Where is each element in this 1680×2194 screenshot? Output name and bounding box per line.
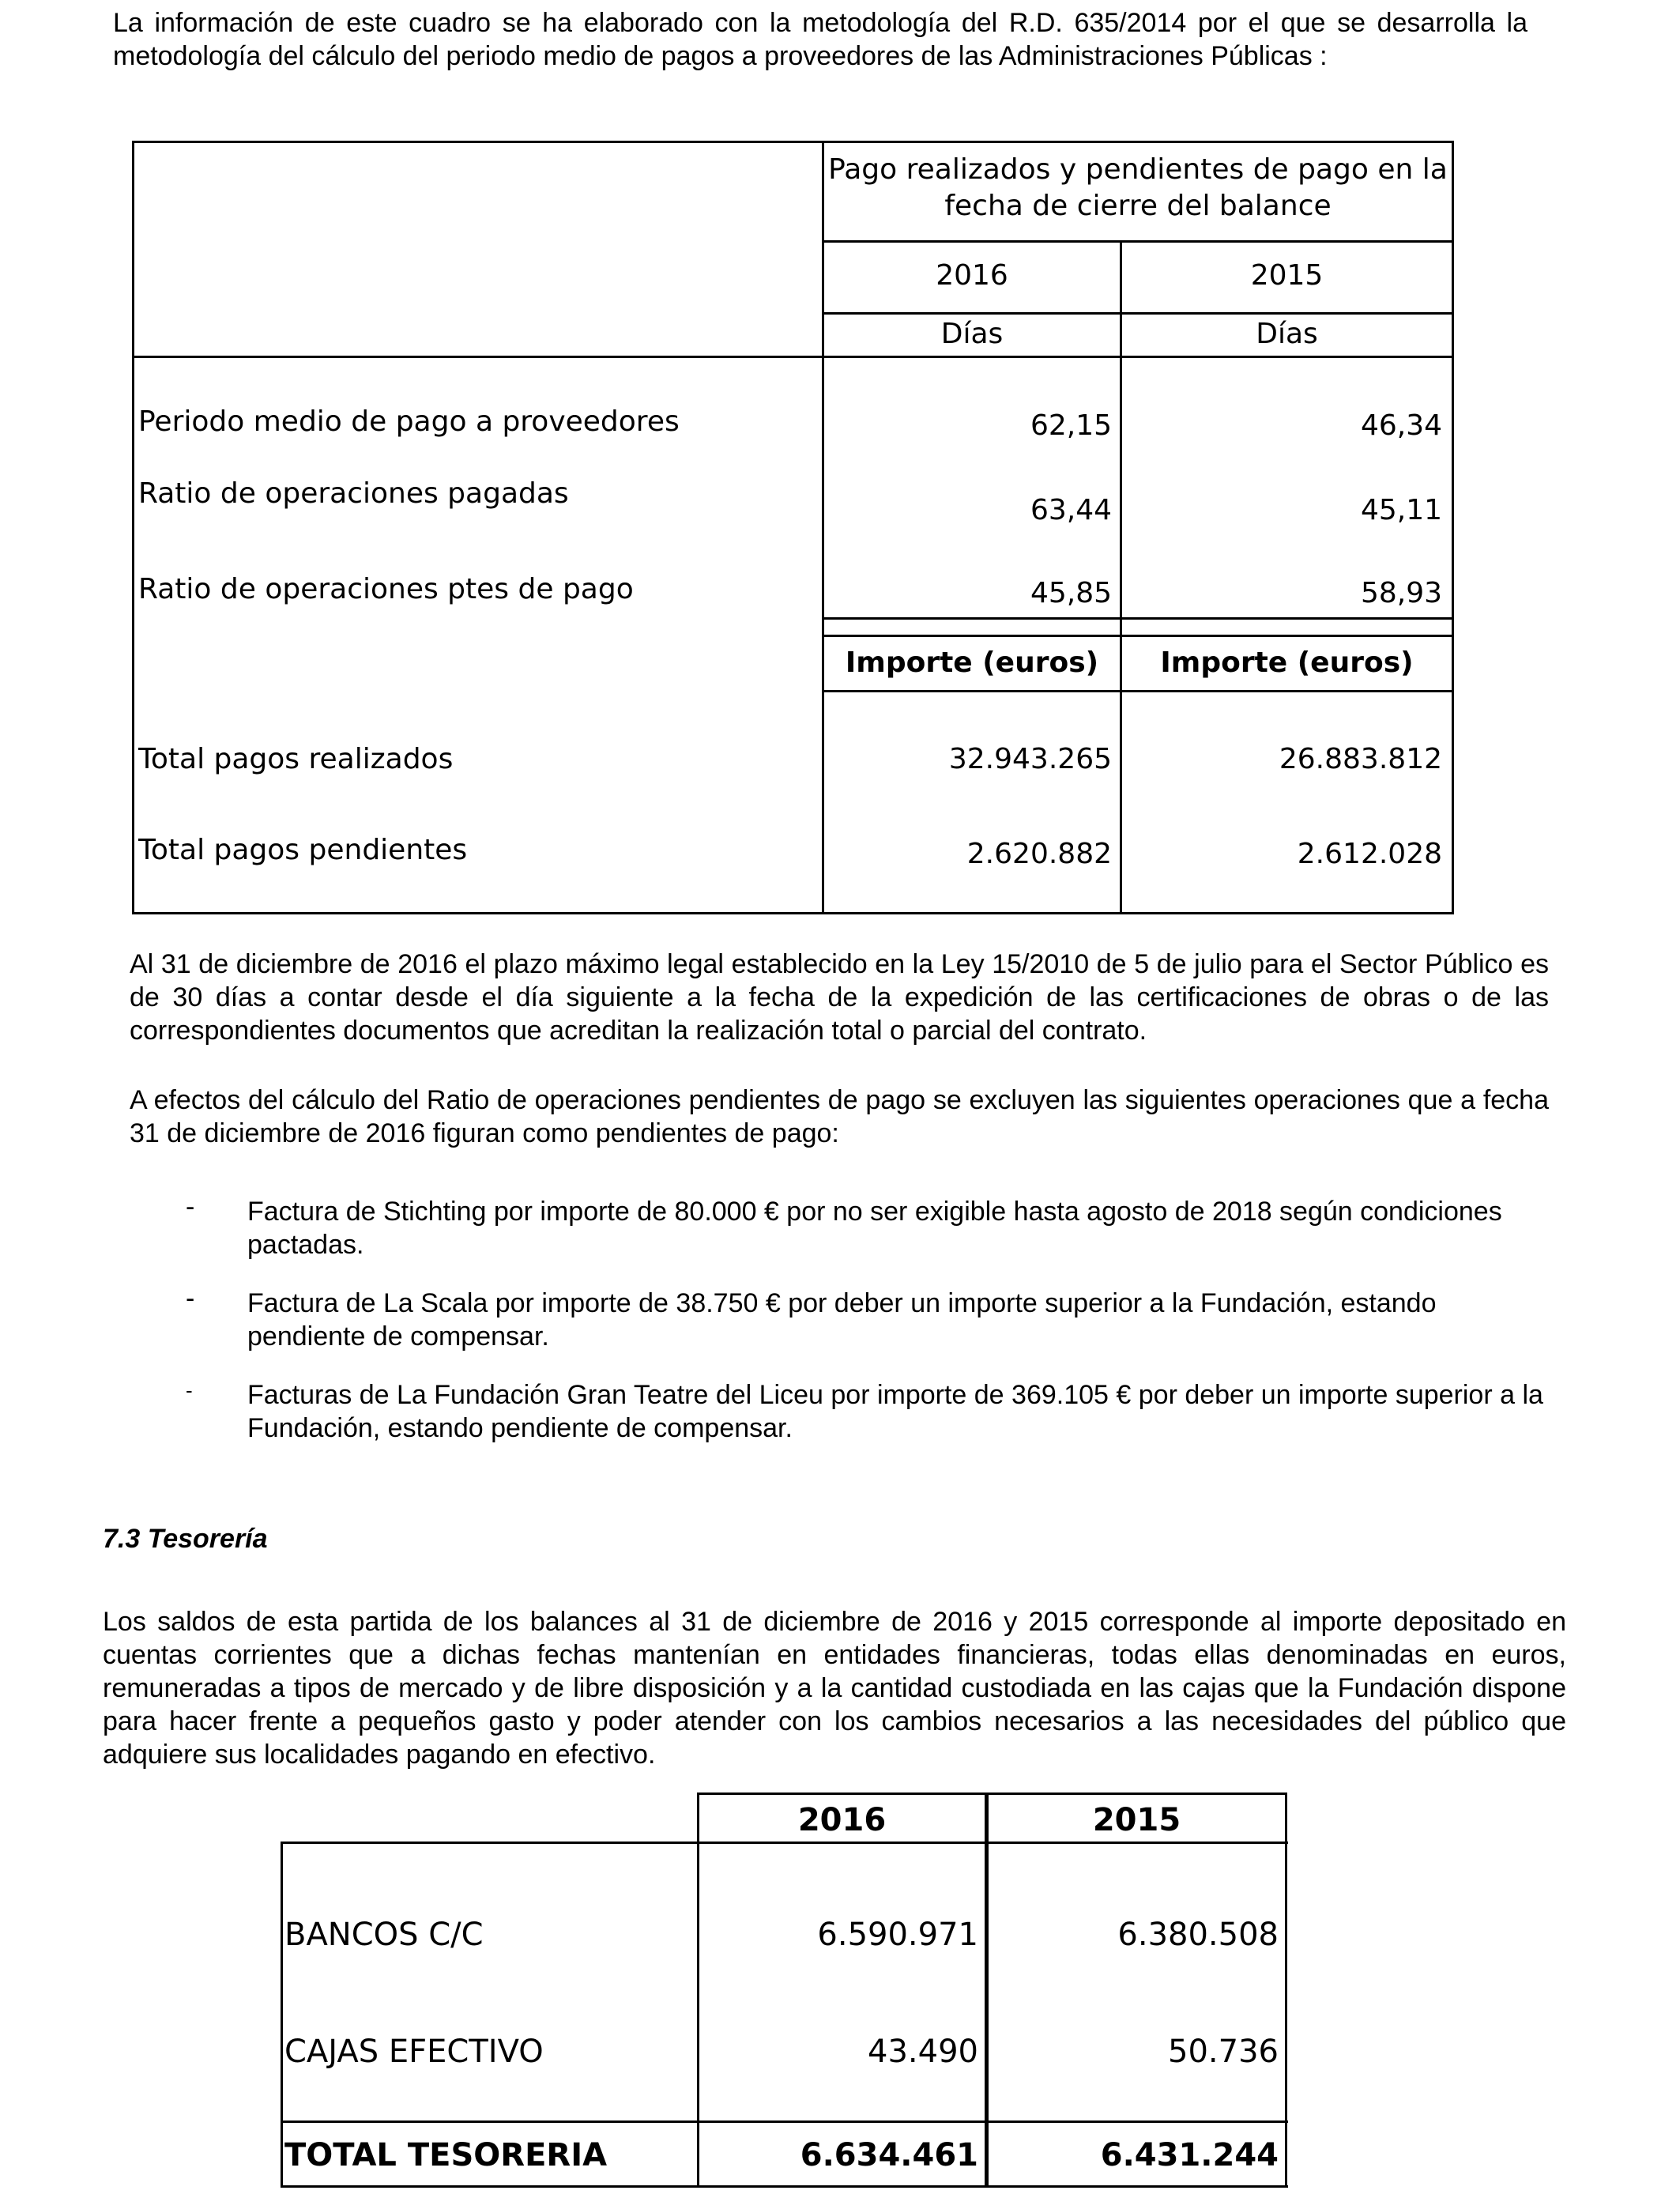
table-divider (132, 356, 1452, 358)
row-label: Ratio de operaciones pagadas (138, 477, 569, 510)
year-2015-header: 2015 (1250, 259, 1324, 292)
cell-value: 58,93 (1360, 577, 1442, 609)
legal-term-paragraph: Al 31 de diciembre de 2016 el plazo máximo legal establecido en la Ley 15/2010 de 5 de julio para el Sector Público es de 30 días a contar desde el día siguiente a la fecha de la expedición de las certificaciones de obras o de las correspondientes documentos que acreditan la realización total o parcial del contrato. (130, 949, 1549, 1046)
cell-value: 45,85 (1030, 577, 1112, 609)
cell-value: 63,44 (1030, 494, 1112, 526)
table-divider (697, 1793, 1287, 1795)
list-item: Facturas de La Fundación Gran Teatre del Liceu por importe de 369.105 € por deber un importe superior a la Fundación, estando pendiente de compensar. (247, 1380, 1543, 1443)
intro-paragraph: La información de este cuadro se ha elaborado con la metodología del R.D. 635/2014 por el que se desarrolla la metodología del cálculo del periodo medio de pagos a proveedores de las Administraciones Públicas : (113, 8, 1527, 71)
list-bullet: - (186, 1378, 193, 1402)
cell-value: 2.612.028 (1297, 838, 1442, 870)
row-label: Ratio de operaciones ptes de pago (138, 573, 634, 605)
table-divider (822, 240, 1452, 243)
table-divider (281, 1842, 283, 2188)
table-divider (281, 2120, 1288, 2123)
row-label: BANCOS C/C (284, 1917, 484, 1953)
year-2016-header: 2016 (936, 259, 1008, 292)
treasury-paragraph: Los saldos de esta partida de los balances al 31 de diciembre de 2016 y 2015 corresponde al importe depositado en cuentas corrientes que a dichas fechas mantenían en entidades financieras, todas ellas denominadas en euros, remuneradas a tipos de mercado y de libre disposición y a la cantidad custodiada en las cajas que la Fundación dispone para hacer frente a pequeños gasto y poder atender con los cambios necesarios a las necesidades del público que adquiere sus localidades pagando en efectivo. (103, 1607, 1566, 1770)
section-title: 7.3 Tesorería (103, 1524, 268, 1554)
table-divider (281, 2185, 1288, 2188)
total-value: 6.431.244 (1100, 2137, 1279, 2173)
unit-amount-2015: Importe (euros) (1160, 647, 1414, 679)
cell-value: 43.490 (868, 2034, 978, 2070)
cell-value: 6.380.508 (1117, 1917, 1279, 1953)
total-value: 6.634.461 (800, 2137, 978, 2173)
table-divider (822, 312, 1452, 315)
column-group-header: Pago realizados y pendientes de pago en la fecha de cierre del balance (828, 153, 1448, 222)
unit-days-2015: Días (1256, 318, 1318, 350)
payment-period-table (132, 141, 1452, 912)
row-label: Total pagos pendientes (138, 834, 468, 866)
cell-value: 46,34 (1360, 409, 1442, 442)
list-bullet: - (186, 1192, 195, 1222)
list-item: Factura de Stichting por importe de 80.000 € por no ser exigible hasta agosto de 2018 según condiciones pactadas. (247, 1197, 1502, 1260)
year-2015-header: 2015 (1092, 1802, 1181, 1838)
cell-value: 45,11 (1360, 494, 1442, 526)
row-label: Periodo medio de pago a proveedores (138, 405, 680, 438)
exclusions-intro-paragraph: A efectos del cálculo del Ratio de operaciones pendientes de pago se excluyen las siguientes operaciones que a fecha 31 de diciembre de 2016 figuran como pendientes de pago: (130, 1085, 1549, 1148)
cell-value: 6.590.971 (817, 1917, 978, 1953)
table-divider (1285, 1793, 1287, 2188)
table-divider (697, 1793, 699, 2188)
list-bullet: - (186, 1284, 195, 1314)
cell-value: 62,15 (1030, 409, 1112, 442)
treasury-table (281, 1793, 1288, 2188)
cell-value: 26.883.812 (1279, 743, 1442, 775)
total-label: TOTAL TESORERIA (284, 2137, 608, 2173)
cell-value: 50.736 (1168, 2034, 1279, 2070)
table-divider (822, 690, 1452, 692)
table-divider (985, 1793, 989, 2188)
year-2016-header: 2016 (797, 1802, 887, 1838)
table-divider (281, 1842, 1288, 1844)
row-label: CAJAS EFECTIVO (284, 2034, 544, 2070)
row-label: Total pagos realizados (138, 743, 454, 775)
unit-amount-2016: Importe (euros) (845, 647, 1099, 679)
table-divider (822, 617, 1452, 620)
table-divider (822, 635, 1452, 637)
unit-days-2016: Días (940, 318, 1004, 350)
cell-value: 32.943.265 (948, 743, 1112, 775)
cell-value: 2.620.882 (966, 838, 1112, 870)
list-item: Factura de La Scala por importe de 38.750 € por deber un importe superior a la Fundación, estando pendiente de compensar. (247, 1288, 1437, 1351)
